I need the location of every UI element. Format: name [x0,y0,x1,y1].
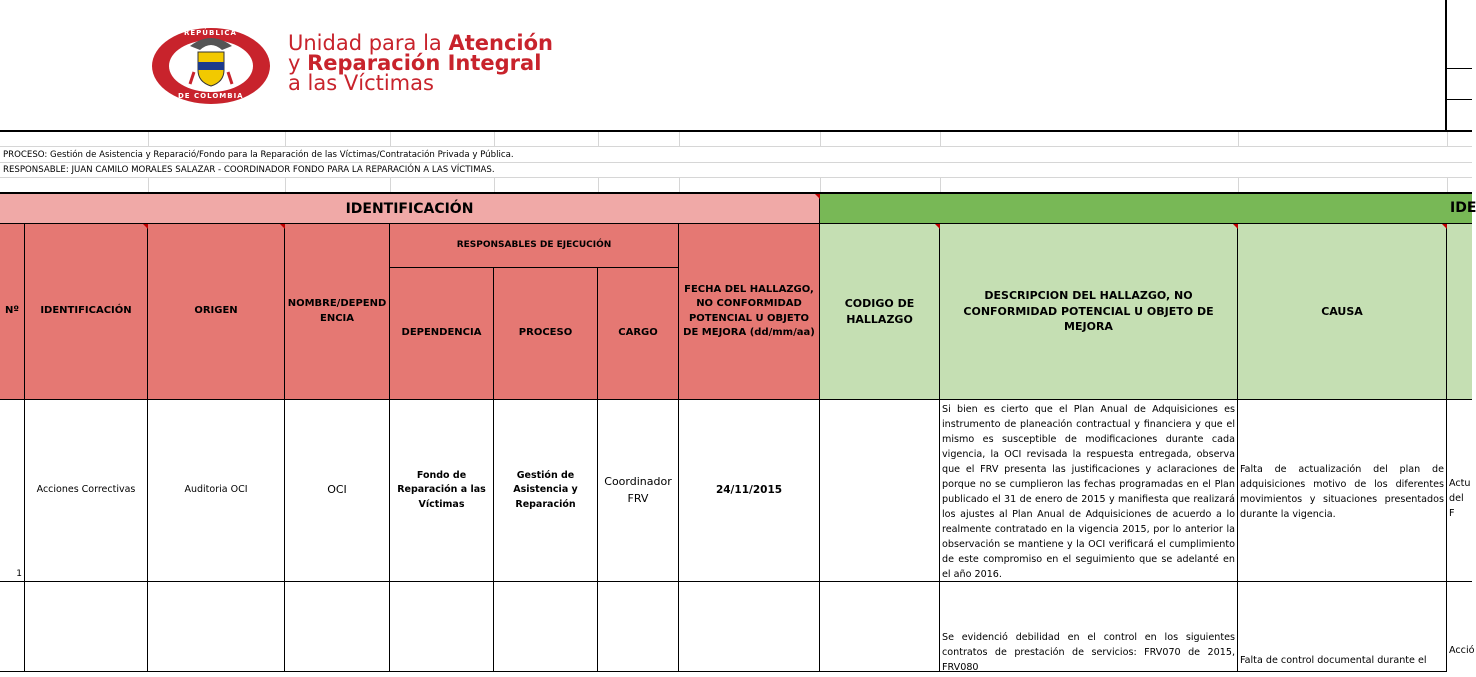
row2-dependencia[interactable] [390,582,494,672]
row2-cargo[interactable] [598,582,679,672]
row2-num[interactable] [0,582,25,672]
col-causa: CAUSA [1238,224,1447,400]
header-right-line-2 [1447,99,1472,100]
col-descripcion: DESCRIPCION DEL HALLAZGO, NO CONFORMIDAD POTENCIAL U OBJETO DE MEJORA [940,224,1238,400]
section-second-label: IDE [1450,200,1476,216]
logo-line-1: Unidad para la Atención [288,31,553,55]
col-codigo: CODIGO DE HALLAZGO [820,224,940,400]
row1-nombre[interactable]: OCI [285,400,390,582]
row2-causa[interactable]: Falta de control documental durante el [1238,582,1447,672]
seal-bottom-text: DE COLOMBIA [178,92,244,100]
row1-cargo[interactable]: Coordinador FRV [598,400,679,582]
row1-origen[interactable]: Auditoria OCI [148,400,285,582]
header-right-line-1 [1447,68,1472,69]
row2-next[interactable]: Acció [1449,645,1475,656]
section-second [820,194,1476,224]
col-responsables: RESPONSABLES DE EJECUCIÓN [390,224,679,268]
logo-line-3: a las Víctimas [288,71,434,95]
row1-proceso[interactable]: Gestión de Asistencia y Reparación [494,400,598,582]
row1-codigo[interactable] [820,400,940,582]
col-num: Nº [0,224,25,400]
col-dependencia: DEPENDENCIA [390,268,494,400]
row2-identificacion[interactable] [25,582,148,672]
header-right-border [1445,0,1447,131]
row2-nombre[interactable] [285,582,390,672]
comment-marker [1442,224,1447,229]
comment-marker [1233,224,1238,229]
col-identificacion: IDENTIFICACIÓN [25,224,148,400]
row1-identificacion[interactable]: Acciones Correctivas [25,400,148,582]
row1-num[interactable]: 1 [0,400,25,582]
row2-fecha[interactable] [679,582,820,672]
section-identificacion [0,194,820,224]
col-nombre: NOMBRE/DEPENDENCIA [285,224,390,400]
col-proceso: PROCESO [494,268,598,400]
comment-marker [143,224,148,229]
col-next [1447,224,1472,400]
responsable-line: RESPONSABLE: JUAN CAMILO MORALES SALAZAR - COORDINADOR FONDO PARA LA REPARACIÓN A LAS VÍCTIMAS. [3,165,495,175]
proceso-line: PROCESO: Gestión de Asistencia y Reparació/Fondo para la Reparación de las Víctimas/Contratación Privada y Pública. [3,150,514,160]
comment-marker [815,194,820,199]
logo-text [288,33,553,93]
col-fecha: FECHA DEL HALLAZGO, NO CONFORMIDAD POTENCIAL U OBJETO DE MEJORA (dd/mm/aa) [679,224,820,400]
section-identificacion-label: IDENTIFICACIÓN [345,200,474,217]
logo-line-2: y Reparación Integral [288,51,542,75]
row1-descripcion[interactable]: Si bien es cierto que el Plan Anual de Adquisiciones es instrumento de planeación contractual y financiera y que el mismo es susceptible de modificaciones durante cada vigencia, la OCI revisada la respuesta entregada, observa que el FRV presenta las justificaciones y aclaraciones de porque no se cumplieron las fechas programadas en el Plan publicado el 31 de enero de 2015 y manifiesta que realizará los ajustes al Plan Anual de Adquisiciones de acuerdo a lo realmente contratado en la vigencia 2015, por lo anterior la observación se mantiene y la OCI verificará el cumplimiento de este compromiso en el seguimiento que se adelanté en el año 2016. [940,400,1238,582]
row2-origen[interactable] [148,582,285,672]
row2-codigo[interactable] [820,582,940,672]
comment-marker [935,224,940,229]
row2-proceso[interactable] [494,582,598,672]
comment-marker [280,224,285,229]
col-cargo: CARGO [598,268,679,400]
seal-top-text: REPÚBLICA [184,29,237,37]
row2-descripcion[interactable]: Se evidenció debilidad en el control en los siguientes contratos de prestación de servicios: FRV070 de 2015, FRV080 [940,582,1238,672]
row1-dependencia[interactable]: Fondo de Reparación a las Víctimas [390,400,494,582]
col-origen: ORIGEN [148,224,285,400]
row1-causa[interactable]: Falta de actualización del plan de adquisiciones motivo de los diferentes movimientos y situaciones presentados durante la vigencia. [1238,400,1447,582]
row1-fecha[interactable]: 24/11/2015 [679,400,820,582]
header-bottom-border [0,130,1472,132]
row1-next[interactable]: Actu del F [1447,400,1472,582]
